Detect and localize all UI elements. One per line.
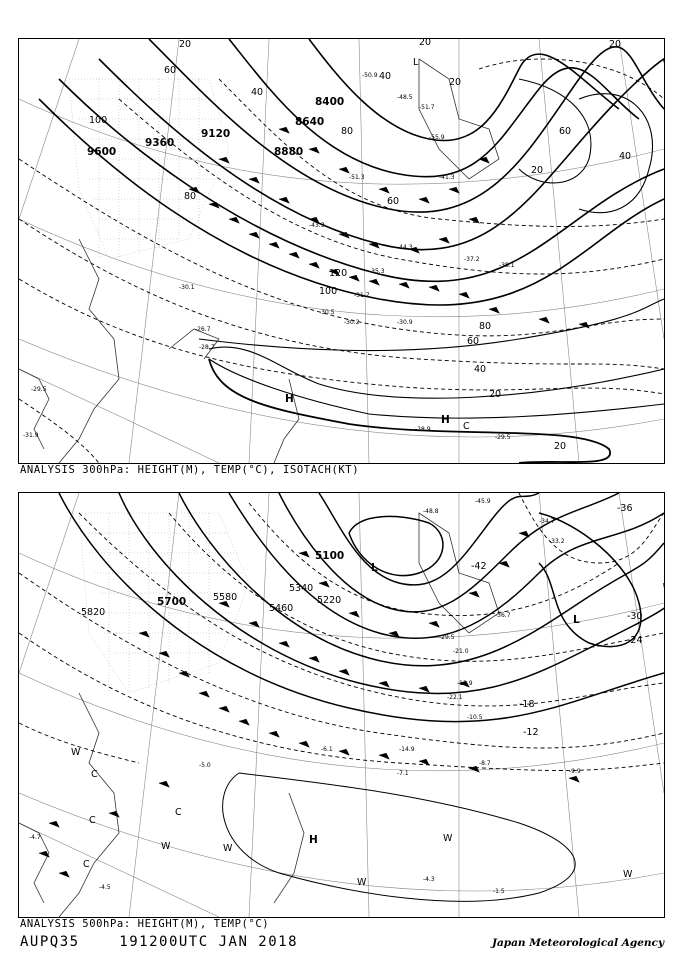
- chart-300hpa: [18, 38, 665, 464]
- isotach-label: 40: [251, 87, 264, 98]
- height-contour-low: [539, 513, 641, 647]
- height-label: 8880: [274, 146, 304, 158]
- temp-label: -30.2: [344, 319, 360, 326]
- height-contour-5460: [229, 493, 664, 638]
- warm-center-symbol: W: [623, 869, 633, 880]
- temp-label: -7.1: [397, 770, 409, 777]
- temp-label: -21.0: [453, 648, 469, 655]
- height-label: 5220: [317, 595, 342, 606]
- agency-name: Japan Meteorological Agency: [492, 937, 665, 949]
- isotach-label: 20: [489, 389, 502, 400]
- low-pressure-symbol: L: [371, 562, 378, 574]
- meridian: [539, 39, 579, 463]
- isotach-20: [209, 359, 610, 463]
- temp-label: -29.5: [495, 434, 511, 441]
- height-label: 9360: [145, 137, 175, 149]
- height-contour-5100: [349, 516, 443, 575]
- isotach-label: 80: [341, 126, 354, 137]
- temp-label: -50.9: [362, 72, 378, 79]
- isotherm-label: -30: [627, 611, 643, 622]
- temp-labels: [23, 72, 515, 441]
- height-label: 5340: [289, 583, 314, 594]
- temp-label: -6.1: [321, 746, 333, 753]
- high-pressure-symbol: H: [285, 393, 294, 405]
- coast-asia: [59, 239, 119, 463]
- temp-label: -30.5: [319, 309, 335, 316]
- wind-barbs: [189, 127, 589, 328]
- height-label: 8640: [295, 116, 325, 128]
- isotach-label: 20: [554, 441, 567, 452]
- parallel: [19, 823, 219, 917]
- map-300hpa: [19, 39, 664, 463]
- isotherm: [19, 573, 664, 748]
- isotherm: [169, 513, 664, 661]
- isotherm: [19, 633, 664, 771]
- meridian: [249, 39, 269, 463]
- isotherm-loop: [223, 773, 576, 901]
- isotach-60: [209, 347, 664, 398]
- temp-label: -10.5: [467, 714, 483, 721]
- warm-center-symbol: W: [357, 877, 367, 888]
- meridian: [249, 493, 269, 917]
- height-label: 5580: [213, 592, 238, 603]
- temp-label: -29.5: [31, 386, 47, 393]
- isotach-label: 40: [619, 151, 632, 162]
- isotach-label: 80: [479, 321, 492, 332]
- temp-label: -4.5: [99, 884, 111, 891]
- height-contour-8400: [309, 39, 622, 141]
- temp-label: -4.7: [29, 834, 41, 841]
- temp-label: -48.8: [423, 508, 439, 515]
- parallel: [19, 99, 664, 184]
- temp-label: -34.7: [539, 518, 555, 525]
- isotach-label: 20: [609, 39, 622, 50]
- isotach-label: 40: [379, 71, 392, 82]
- temp-label: -36.7: [495, 612, 511, 619]
- product-id: AUPQ35: [20, 934, 80, 950]
- isotach-label: 60: [467, 336, 480, 347]
- temp-label: -38.1: [499, 262, 515, 269]
- temp-label: -26.7: [195, 326, 211, 333]
- isotach-label: 100: [89, 115, 108, 126]
- isotherm-label: -12: [523, 727, 539, 738]
- isotherm: [79, 513, 664, 706]
- isotherms: [19, 493, 664, 771]
- cold-center-symbol: C: [89, 815, 96, 826]
- isotherm: [119, 99, 664, 274]
- temp-label: -22.1: [447, 694, 463, 701]
- caption-500hpa: ANALYSIS 500hPa: HEIGHT(M), TEMP(°C): [20, 918, 270, 930]
- temp-label: -41.3: [439, 174, 455, 181]
- isotach-label: 20: [419, 39, 432, 48]
- height-contour-8880: [149, 39, 664, 212]
- temp-label: -48.5: [397, 94, 413, 101]
- temp-label: -13.9: [457, 680, 473, 687]
- isotherms: [19, 59, 664, 463]
- meridian: [19, 493, 79, 673]
- map-500hpa: [19, 493, 664, 917]
- meridian: [129, 493, 179, 917]
- temp-label: -33.2: [549, 538, 565, 545]
- cold-center-symbol: C: [83, 859, 90, 870]
- height-label: 9120: [201, 128, 231, 140]
- low-pressure-symbol: L: [413, 57, 419, 68]
- valid-time: 191200UTC JAN 2018: [119, 934, 299, 950]
- temp-label: -28.9: [415, 426, 431, 433]
- isotherm: [19, 219, 664, 369]
- temp-label: -31.9: [23, 432, 39, 439]
- isotherm-label: -24: [627, 635, 643, 646]
- chart-500hpa: [18, 492, 665, 918]
- height-label: 5820: [81, 607, 106, 618]
- temp-label: -37.2: [464, 256, 480, 263]
- temp-label: -51.7: [419, 104, 435, 111]
- coastline: [19, 513, 499, 917]
- warm-center-symbol: W: [71, 747, 81, 758]
- isotherm-label: -18: [519, 699, 535, 710]
- isotach-label: 20: [531, 165, 544, 176]
- warm-region: [223, 773, 576, 901]
- product-header: [20, 934, 298, 950]
- cold-center-symbol: C: [175, 807, 182, 818]
- temp-label: -1.5: [493, 888, 505, 895]
- isotherm: [19, 399, 99, 463]
- isotherm: [249, 503, 619, 616]
- temp-label: -44.3: [397, 244, 413, 251]
- high-pressure-symbol: H: [441, 414, 450, 426]
- isotach-label: 60: [164, 65, 177, 76]
- isotherm-label: -42: [471, 561, 487, 572]
- height-label: 5100: [315, 550, 345, 562]
- parallel: [19, 369, 219, 463]
- temp-label: -43.3: [309, 222, 325, 229]
- height-label: 8400: [315, 96, 345, 108]
- warm-center-symbol: W: [443, 833, 453, 844]
- isotach-label: 40: [474, 364, 487, 375]
- height-label: 5460: [269, 603, 294, 614]
- isotach-label: 80: [184, 191, 197, 202]
- warm-center-symbol: W: [223, 843, 233, 854]
- temp-labels: [29, 498, 581, 895]
- isotherm-label: -36: [617, 503, 633, 514]
- temp-label: -31.7: [354, 292, 370, 299]
- isotach-label: 120: [329, 268, 348, 279]
- cold-center-symbol: C: [91, 769, 98, 780]
- low-pressure-symbol: L: [573, 614, 580, 626]
- high-pressure-symbol: H: [309, 834, 318, 846]
- temp-label: -30.1: [179, 284, 195, 291]
- parallel: [19, 673, 664, 771]
- isotherm: [19, 159, 664, 336]
- temp-label: -35.3: [369, 268, 385, 275]
- temp-label: -51.3: [349, 174, 365, 181]
- temp-label: -29.5: [439, 634, 455, 641]
- temp-label: -55.9: [429, 134, 445, 141]
- isotach-label: 60: [387, 196, 400, 207]
- warm-center-symbol: W: [161, 841, 171, 852]
- isotach-label: 20: [179, 39, 192, 50]
- isotach-label: 60: [559, 126, 572, 137]
- caption-300hpa: ANALYSIS 300hPa: HEIGHT(M), TEMP(°C), ISOTACH(KT): [20, 464, 360, 476]
- height-label: 9600: [87, 146, 117, 158]
- temp-label: -8.7: [479, 760, 491, 767]
- temp-label: -9.9: [569, 768, 581, 775]
- temp-label: -4.3: [423, 876, 435, 883]
- temp-label: -30.9: [397, 319, 413, 326]
- temp-label: -28.7: [199, 344, 215, 351]
- cold-center-symbol: C: [463, 421, 470, 432]
- height-label: 5700: [157, 596, 187, 608]
- height-contour-5580: [179, 493, 664, 666]
- temp-label: -5.0: [199, 762, 211, 769]
- coast-kamchatka: [274, 379, 299, 463]
- temp-label: -14.9: [399, 746, 415, 753]
- coast-kamchatka: [274, 793, 304, 903]
- isotach-label: 20: [449, 77, 462, 88]
- temp-label: -45.9: [475, 498, 491, 505]
- isotach-label: 100: [319, 286, 338, 297]
